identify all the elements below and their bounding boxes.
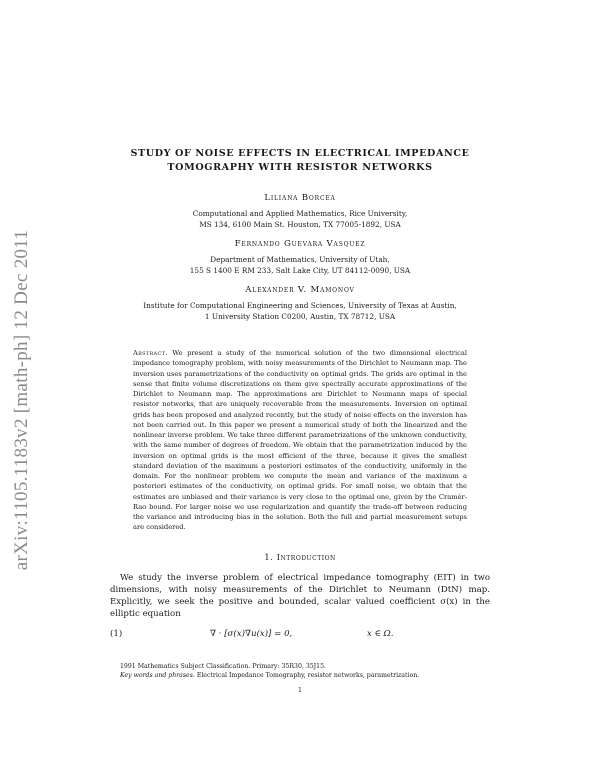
author-affiliation bbox=[90, 300, 510, 322]
author-affiliation bbox=[110, 208, 490, 230]
author-name: Fernando Guevara Vasquez bbox=[234, 239, 366, 249]
section-heading: 1. Introduction bbox=[264, 552, 336, 563]
arxiv-identifier bbox=[2, 0, 42, 776]
equation-number: (1) bbox=[110, 628, 123, 639]
equation bbox=[110, 629, 490, 642]
affiliation-line: Computational and Applied Mathematics, Rice University, bbox=[192, 209, 408, 218]
abstract-text: We present a study of the numerical solution of the two dimensional electrical impedance tomography problem, with noisy measurements of the Dirichlet to Neumann map. The inversion uses parametrizations of the conductivity on optimal grids. The grids are optimal in the sense that finite volume discretizations on them give spectrally accurate approximations of the Dirichlet to Neumann map. The approximations are Dirichlet to Neumann maps of special resistor networks, that are uniquely recoverable from the measurements. Inversion on optimal grids has been proposed and analyzed recently, but the study of noise effects on the inversion has not been carried out. In this paper we present a numerical study of both the linearized and the nonlinear inverse problem. We take three different parametrizations of the unknown conductivity, with the same number of degrees of freedom. We obtain that the parametrization induced by the inversion on optimal grids is the most efficient of the three, because it gives the smallest standard deviation of the maximum a posteriori estimates of the conductivity, uniformly in the domain. For the nonlinear problem we compute the mean and variance of the maximum a posteriori estimates of the conductivity, on optimal grids. For small noise, we obtain that the estimates are unbiased and their variance is very close to the optimal one, given by the Cramér-Rao bound. For larger noise we use regularization and quantify the trade-off between reducing the variance and introducing bias in the solution. Both the full and partial measurement setups are considered. bbox=[133, 349, 467, 532]
affiliation-line: Department of Mathematics, University of Utah, bbox=[210, 255, 390, 264]
page-number: 1 bbox=[298, 686, 302, 694]
intro-paragraph: We study the inverse problem of electrical impedance tomography (EIT) in two dimensions, with noisy measurements of the Dirichlet to Neumann (DtN) map. Explicitly, we seek the positive and bounded, scalar valued coefficient σ(x) in the elliptic equation bbox=[110, 572, 490, 620]
paper-title bbox=[110, 147, 490, 175]
title-line-2: TOMOGRAPHY WITH RESISTOR NETWORKS bbox=[167, 162, 433, 173]
equation-expression: ∇ · [σ(x)∇u(x)] = 0, bbox=[210, 628, 293, 639]
msc-footnote: 1991 Mathematics Subject Classification. Primary: 35R30, 35J15. bbox=[120, 662, 327, 670]
equation-domain: x ∈ Ω. bbox=[367, 628, 394, 639]
author-affiliation bbox=[110, 254, 490, 276]
paper-page bbox=[110, 0, 490, 694]
author-name: Liliana Borcea bbox=[264, 193, 336, 203]
abstract-label: Abstract. bbox=[133, 349, 168, 357]
affiliation-line: 1 University Station C0200, Austin, TX 78712, USA bbox=[204, 312, 396, 321]
title-line-1: STUDY OF NOISE EFFECTS IN ELECTRICAL IMPEDANCE bbox=[130, 148, 470, 159]
affiliation-line: MS 134, 6100 Main St. Houston, TX 77005-1892, USA bbox=[199, 220, 401, 229]
arxiv-id-text: arXiv:1105.1183v2 [math-ph] 12 Dec 2011 bbox=[11, 229, 32, 571]
keywords-footnote: Key words and phrases. Electrical Impedance Tomography, resistor networks, parametrization. bbox=[120, 672, 420, 680]
affiliation-line: Institute for Computational Engineering and Sciences, University of Texas at Austin, bbox=[143, 301, 457, 310]
footnotes bbox=[110, 662, 490, 681]
abstract bbox=[133, 348, 467, 533]
affiliation-line: 155 S 1400 E RM 233, Salt Lake City, UT 84112-0090, USA bbox=[189, 266, 411, 275]
author-name: Alexander V. Mamonov bbox=[245, 285, 355, 295]
